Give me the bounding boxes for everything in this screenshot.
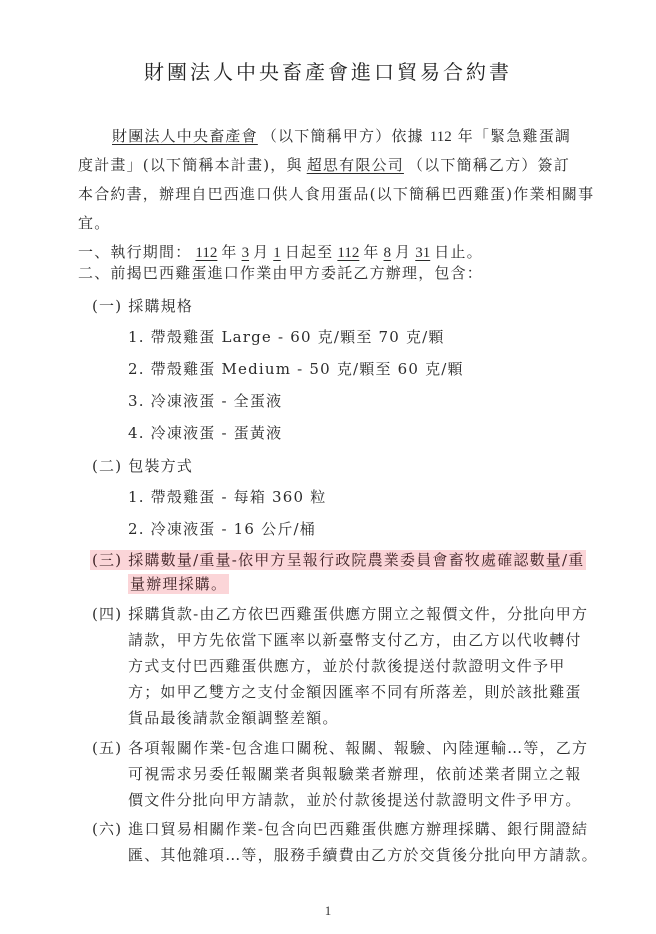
intro-line-3: 本合約書，辦理自巴西進口供人食用蛋品(以下簡稱巴西雞蛋)作業相關事: [78, 185, 595, 203]
highlighted-text: 量辦理採購。: [130, 575, 228, 593]
sub-4-line: 貨品最後請款金額調整差額。: [128, 709, 339, 727]
spec-item: 2. 帶殼雞蛋 Medium - 50 克/顆至 60 克/顆: [128, 360, 464, 378]
start-month: 3: [241, 245, 250, 261]
spec-item: 4. 冷凍液蛋 - 蛋黃液: [128, 424, 283, 442]
end-month: 8: [383, 245, 392, 261]
sub-4-line: 方式支付巴西雞蛋供應方，並於付款後提送付款證明文件予甲: [128, 657, 566, 675]
sub-6-line: (六) 進口貿易相關作業-包含向巴西雞蛋供應方辦理採購、銀行開證結: [92, 820, 589, 838]
intro-text: （以下簡稱乙方）簽訂: [407, 156, 570, 174]
contract-year: 112: [429, 129, 452, 145]
party-b-name: 超思有限公司: [306, 156, 404, 174]
unit: 日起至: [284, 243, 334, 261]
section-1-execution-period: [78, 242, 483, 263]
unit: 年: [363, 243, 380, 261]
sub-5-line: 可視需求另委任報關業者與報驗業者辦理，依前述業者開立之報: [128, 765, 582, 783]
intro-text: 度計畫」(以下簡稱本計畫)，與: [78, 156, 303, 174]
sub-4-line: (四) 採購貨款-由乙方依巴西雞蛋供應方開立之報價文件，分批向甲方: [92, 605, 589, 623]
unit: 日止。: [434, 243, 483, 261]
packaging-item: 1. 帶殼雞蛋 - 每箱 360 粒: [128, 488, 327, 506]
intro-line-2: [78, 155, 570, 175]
sub-2-label: (二) 包裝方式: [92, 457, 194, 475]
intro-line-4: 宜。: [78, 214, 111, 232]
intro-line-1: [108, 126, 571, 147]
unit: 月: [395, 243, 412, 261]
sub-4-line: 請款，甲方先依當下匯率以新臺幣支付乙方，由乙方以代收轉付: [128, 631, 582, 649]
sub-5-line: 價文件分批向甲方請款，並於付款後提送付款證明文件予甲方。: [128, 791, 582, 809]
sub-3-line-1: [90, 550, 586, 570]
spec-item: 1. 帶殼雞蛋 Large - 60 克/顆至 70 克/顆: [128, 328, 445, 346]
intro-text: 年「緊急雞蛋調: [457, 127, 572, 145]
section-1-label: 一、執行期間：: [78, 243, 192, 261]
start-day: 1: [273, 245, 281, 261]
sub-4-line: 方；如甲乙雙方之支付金額因匯率不同有所落差，則於該批雞蛋: [128, 683, 582, 701]
sub-5-line: (五) 各項報關作業-包含進口關稅、報關、報驗、內陸運輸…等，乙方: [92, 739, 589, 757]
end-year: 112: [337, 245, 360, 261]
page-number: 1: [324, 903, 332, 918]
unit: 月: [253, 243, 270, 261]
sub-3-line-2: [128, 574, 229, 594]
unit: 年: [221, 243, 238, 261]
spec-item: 3. 冷凍液蛋 - 全蛋液: [128, 392, 283, 410]
end-day: 31: [415, 245, 431, 261]
document-title: 財團法人中央畜產會進口貿易合約書: [144, 60, 512, 84]
sub-1-label: (一) 採購規格: [92, 297, 194, 315]
start-year: 112: [195, 245, 218, 261]
highlighted-text: (三) 採購數量/重量-依甲方呈報行政院農業委員會畜牧處確認數量/重: [92, 551, 585, 569]
packaging-item: 2. 冷凍液蛋 - 16 公斤/桶: [128, 520, 316, 538]
sub-6-line: 匯、其他雜項…等，服務手續費由乙方於交貨後分批向甲方請款。: [128, 846, 598, 864]
intro-text: （以下簡稱甲方）依據: [261, 127, 424, 145]
section-2-label: 二、前揭巴西雞蛋進口作業由甲方委託乙方辦理，包含：: [78, 264, 484, 282]
party-a-name: 財團法人中央畜產會: [112, 127, 258, 145]
